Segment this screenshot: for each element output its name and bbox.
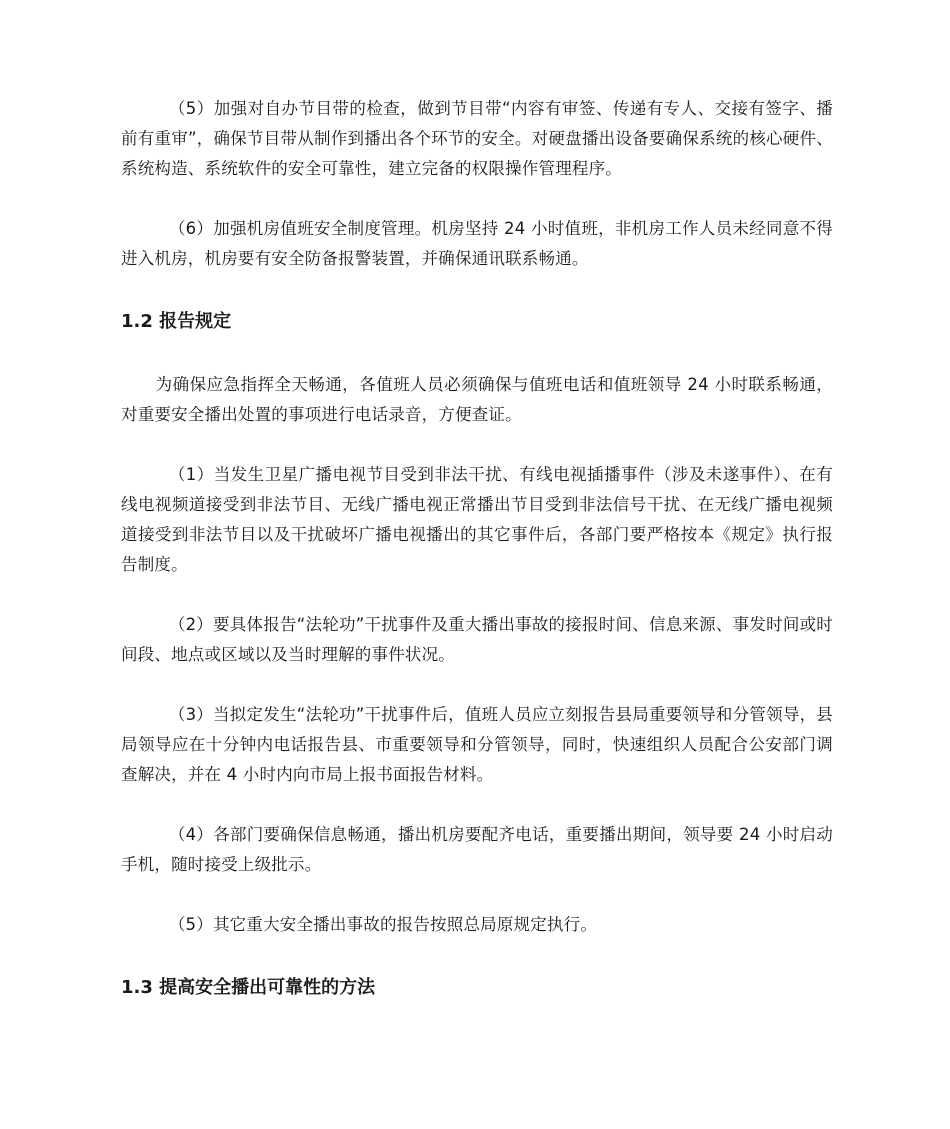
paragraph-report-rule-3: （3）当拟定发生“法轮功”干扰事件后，值班人员应立刻报告县局重要领导和分管领导，县局领导应在十分钟内电话报告县、市重要领导和分管领导，同时，快速组织人员配合公安部门调查解决，并在 4 小时内向市局上报书面报告材料。 xyxy=(121,705,833,784)
paragraph-reporting-intro: 为确保应急指挥全天畅通，各值班人员必须确保与值班电话和值班领导 24 小时联系畅通，对重要安全播出处置的事项进行电话录音，方便查证。 xyxy=(121,375,833,424)
paragraph-report-rule-4: （4）各部门要确保信息畅通，播出机房要配齐电话，重要播出期间，领导要 24 小时启动手机，随时接受上级批示。 xyxy=(121,825,833,874)
paragraph-report-rule-1: （1）当发生卫星广播电视节目受到非法干扰、有线电视插播事件（涉及未遂事件）、在有线电视频道接受到非法节目、无线广播电视正常播出节目受到非法信号干扰、在无线广播电视频道接受到非法节目以及干扰破坏广播电视播出的其它事件后，各部门要严格按本《规定》执行报告制度。 xyxy=(121,465,833,574)
paragraph-report-rule-5: （5）其它重大安全播出事故的报告按照总局原规定执行。 xyxy=(168,915,598,934)
section-heading-reporting-rules: 1.2 报告规定 xyxy=(121,311,232,332)
paragraph-tape-inspection: （5）加强对自办节目带的检查，做到节目带“内容有审签、传递有专人、交接有签字、播前有重审”，确保节目带从制作到播出各个环节的安全。对硬盘播出设备要确保系统的核心硬件、系统构造、系统软件的安全可靠性，建立完备的权限操作管理程序。 xyxy=(121,99,833,178)
section-heading-reliability-methods: 1.3 提高安全播出可靠性的方法 xyxy=(121,977,376,998)
paragraph-duty-management: （6）加强机房值班安全制度管理。机房坚持 24 小时值班，非机房工作人员未经同意不得进入机房，机房要有安全防备报警装置，并确保通讯联系畅通。 xyxy=(121,219,833,268)
paragraph-report-rule-2: （2）要具体报告“法轮功”干扰事件及重大播出事故的接报时间、信息来源、事发时间或时间段、地点或区域以及当时理解的事件状况。 xyxy=(121,615,833,664)
